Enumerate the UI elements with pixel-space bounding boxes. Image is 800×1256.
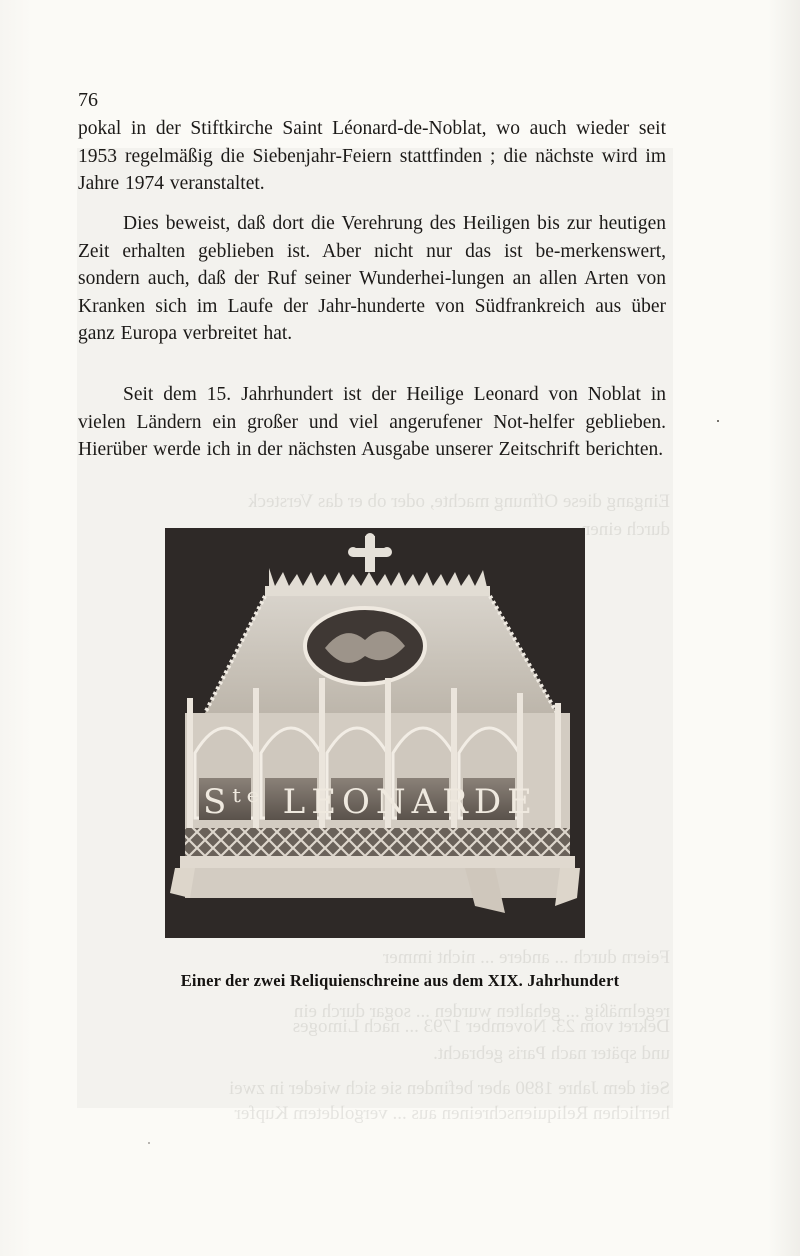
figure-caption: Einer der zwei Reliquienschreine aus dem XIX. Jahrhundert <box>180 971 620 990</box>
text-line: lungen an allen Arten von Kranken sich im Laufe der Jahr- <box>78 268 666 317</box>
speck <box>148 1142 150 1144</box>
bleed-through-line: Dekret vom 23. November 1793 ... nach Limoges <box>292 1016 670 1037</box>
text-line: pokal in der Stiftkirche Saint Léonard-de-Noblat, wo auch <box>78 118 577 139</box>
paragraph-text <box>78 210 666 348</box>
bleed-through-line: Seit dem Jahre 1890 aber befinden sie sich wieder in zwei <box>228 1078 670 1099</box>
bleed-through-line: durch einen ... <box>561 519 670 540</box>
bleed-through-line: Eingang diese Offnung machte, oder ob er das Versteck <box>248 491 670 512</box>
text-line: Dies beweist, daß dort die Verehrung des Heiligen bis zur <box>123 213 599 234</box>
bleed-through-line: Feiern durch ... andere ... nicht immer <box>382 947 670 968</box>
text-line: heutigen Zeit erhalten geblieben ist. Aber nicht nur das ist be- <box>78 213 666 262</box>
text-line: helfer geblieben. Hierüber werde ich in der nächsten Ausgabe <box>78 411 666 460</box>
text-line: wieder seit 1953 regelmäßig die Siebenjahr-Feiern stattfinden ; <box>78 118 666 167</box>
paragraph-1 <box>78 115 666 198</box>
paragraph-text <box>78 115 666 198</box>
text-line: merkenswert, sondern auch, daß der Ruf seiner Wunderhei- <box>78 240 666 289</box>
reliquary-shrine-image <box>165 528 585 938</box>
text-line: hat. <box>263 323 293 344</box>
page-number: 76 <box>78 89 98 111</box>
text-line: die nächste wird im Jahre 1974 veranstaltet. <box>78 145 667 194</box>
paragraph-text <box>78 381 666 464</box>
text-line: hunderte von Südfrankreich aus über ganz Europa verbreitet <box>78 295 666 344</box>
inscription-text: Sᵗᵉ LEONARDE <box>203 782 538 822</box>
paragraph-2 <box>78 210 666 348</box>
text-line: unserer Zeitschrift berichten. <box>435 439 664 460</box>
bleed-through-line: und später nach Paris gebracht. <box>433 1043 670 1064</box>
bleed-through-line: herrlichen Reliquienschreinen aus ... vergoldetem Kupfer <box>234 1103 670 1124</box>
text-line: Noblat in vielen Ländern ein großer und viel angerufener Not- <box>78 384 666 433</box>
paragraph-3 <box>78 381 666 464</box>
text-line: Seit dem 15. Jahrhundert ist der Heilige Leonard von <box>123 384 588 405</box>
reliquary-photo <box>165 528 585 938</box>
bleed-through-line: regelmäßig ... gehalten wurden ... sogar durch ein <box>293 1001 670 1022</box>
speck <box>717 420 719 422</box>
